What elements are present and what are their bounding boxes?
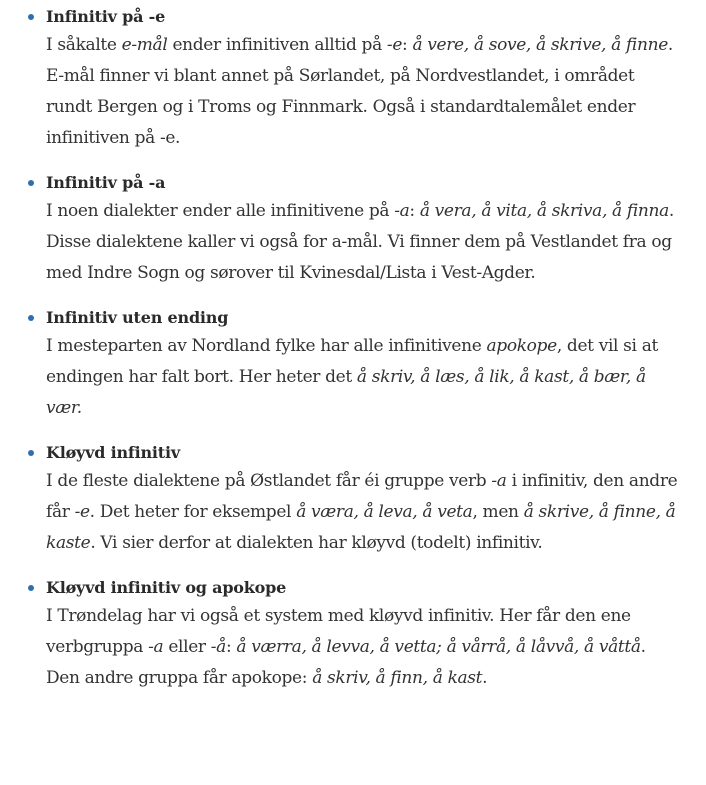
text-segment: . E-mål finner vi blant annet på Sørlandet, på Nordvestlandet, i området rundt Bergen og i Troms og Finnmark. Også i standardtalemålet ender infinitiven på -e. (46, 35, 673, 148)
text-segment: : (409, 201, 420, 221)
list-item (0, 4, 706, 154)
item-heading: Infinitiv uten ending (46, 308, 229, 327)
text-segment: . Den andre gruppa får apokope: (46, 637, 646, 688)
text-segment: . Vi sier derfor at dialekten har kløyvd (todelt) infinitiv. (90, 533, 543, 553)
text-segment-italic: å værra, å levva, å vetta; å vårrå, å låvvå, å våttå (236, 637, 641, 657)
text-segment: : (402, 35, 413, 55)
text-segment: i infinitiv, den andre får (46, 471, 678, 522)
text-segment-italic: -a (148, 637, 164, 657)
text-segment-italic: å vera, å vita, å skriva, å finna (419, 201, 669, 221)
text-segment: I mesteparten av Nordland fylke har alle infinitivene (46, 336, 487, 356)
text-segment-italic: å skriv, å finn, å kast (312, 668, 483, 688)
text-segment: . Disse dialektene kaller vi også for a-mål. Vi finner dem på Vestlandet fra og med Indre Sogn og sørover til Kvinesdal/Lista i Vest-Agder. (46, 201, 674, 283)
text-segment: I de fleste dialektene på Østlandet får éi gruppe verb (46, 471, 492, 491)
list-item (0, 440, 706, 559)
item-body (46, 196, 682, 289)
text-segment-italic: å væra, å leva, å veta (296, 502, 473, 522)
text-segment-italic: apokope (486, 336, 557, 356)
item-heading: Infinitiv på -a (46, 173, 166, 192)
text-segment: , det vil si at endingen har falt bort. Her heter det (46, 336, 658, 387)
text-segment: I Trøndelag har vi også et system med kløyvd infinitiv. Her får den ene verbgruppa (46, 606, 631, 657)
item-heading: Kløyvd infinitiv og apokope (46, 578, 287, 597)
item-heading: Kløyvd infinitiv (46, 443, 180, 462)
text-segment: ender infinitiven alltid på (167, 35, 387, 55)
text-segment-italic: å skrive, å finne, å kaste (46, 502, 676, 553)
text-segment-italic: å vere, å sove, å skrive, å finne (412, 35, 668, 55)
text-segment-italic: -a (491, 471, 507, 491)
item-body (46, 331, 682, 424)
bullet-icon (28, 450, 34, 456)
item-body (46, 30, 682, 154)
item-body (46, 466, 682, 559)
bullet-icon (28, 180, 34, 186)
text-segment: : (225, 637, 237, 657)
text-segment-italic: -å (210, 637, 226, 657)
list-item (0, 305, 706, 424)
text-segment: I noen dialekter ender alle infinitivene på (46, 201, 395, 221)
text-segment: . Det heter for eksempel (89, 502, 297, 522)
bullet-icon (28, 585, 34, 591)
text-segment-italic: -e (386, 35, 403, 55)
text-segment: eller (163, 637, 211, 657)
text-segment: I såkalte (46, 35, 122, 55)
bullet-icon (28, 14, 34, 20)
text-segment: . (482, 668, 488, 688)
text-segment-italic: å skriv, å læs, å lik, å kast, å bær, å vær. (46, 367, 646, 418)
text-segment-italic: e-mål (121, 35, 168, 55)
infinitive-list (0, 4, 706, 694)
list-item (0, 575, 706, 694)
item-body (46, 601, 682, 694)
list-item (0, 170, 706, 289)
text-segment-italic: -e (74, 502, 90, 522)
text-segment: , men (472, 502, 524, 522)
bullet-icon (28, 315, 34, 321)
item-heading: Infinitiv på -e (46, 7, 166, 26)
text-segment-italic: -a (394, 201, 410, 221)
